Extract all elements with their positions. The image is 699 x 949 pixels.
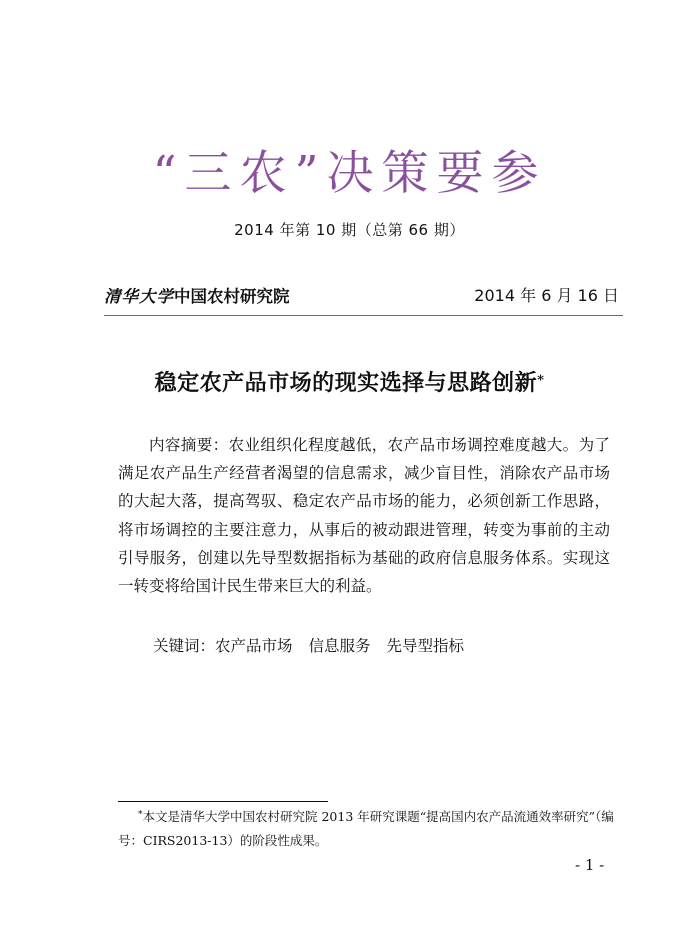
keyword-item: 先导型指标 — [386, 637, 465, 655]
institute-label: 中国农村研究院 — [174, 287, 290, 306]
masthead-title: “三农”决策要参 — [152, 146, 547, 201]
keywords — [153, 634, 480, 656]
header-divider — [104, 315, 623, 316]
footnote-mark: * — [138, 810, 143, 820]
institute-name — [104, 283, 290, 307]
abstract-text: 农业组织化程度越低，农产品市场调控难度越大。为了满足农产品生产经营者渴望的信息需求，减少盲目性，消除农产品市场的大起大落，提高驾驭、稳定农产品市场的能力，必须创新工作思路，将市场调控的主要注意力，从事后的被动跟进管理，转变为事前的主动引导服务，创建以先导型数据指标为基础的政府信息服务体系。实现这一转变将给国计民生带来巨大的利益。 — [118, 436, 610, 596]
page-number: - 1 - — [575, 856, 605, 874]
title-footnote-mark: * — [537, 373, 545, 388]
article-title-text: 稳定农产品市场的现实选择与思路创新 — [154, 370, 538, 396]
footnote-divider — [118, 801, 328, 802]
publication-date: 2014 年 6 月 16 日 — [474, 286, 619, 305]
keyword-item: 信息服务 — [308, 637, 371, 655]
abstract — [118, 431, 610, 600]
footnote-text — [118, 806, 623, 851]
issue-line: 2014 年第 10 期（总第 66 期） — [234, 221, 465, 239]
keyword-item: 农产品市场 — [215, 637, 293, 655]
footnote — [118, 806, 623, 851]
abstract-label: 内容摘要： — [149, 436, 229, 454]
footnote-body: 本文是清华大学中国农村研究院 2013 年研究课题“提高国内农产品流通效率研究”（编号：CIRS2013-13）的阶段性成果。 — [118, 809, 614, 848]
article-title — [0, 366, 699, 397]
keywords-label: 关键词： — [153, 637, 216, 655]
university-logo-text: 清华大学 — [104, 287, 174, 306]
abstract-paragraph — [118, 431, 610, 600]
